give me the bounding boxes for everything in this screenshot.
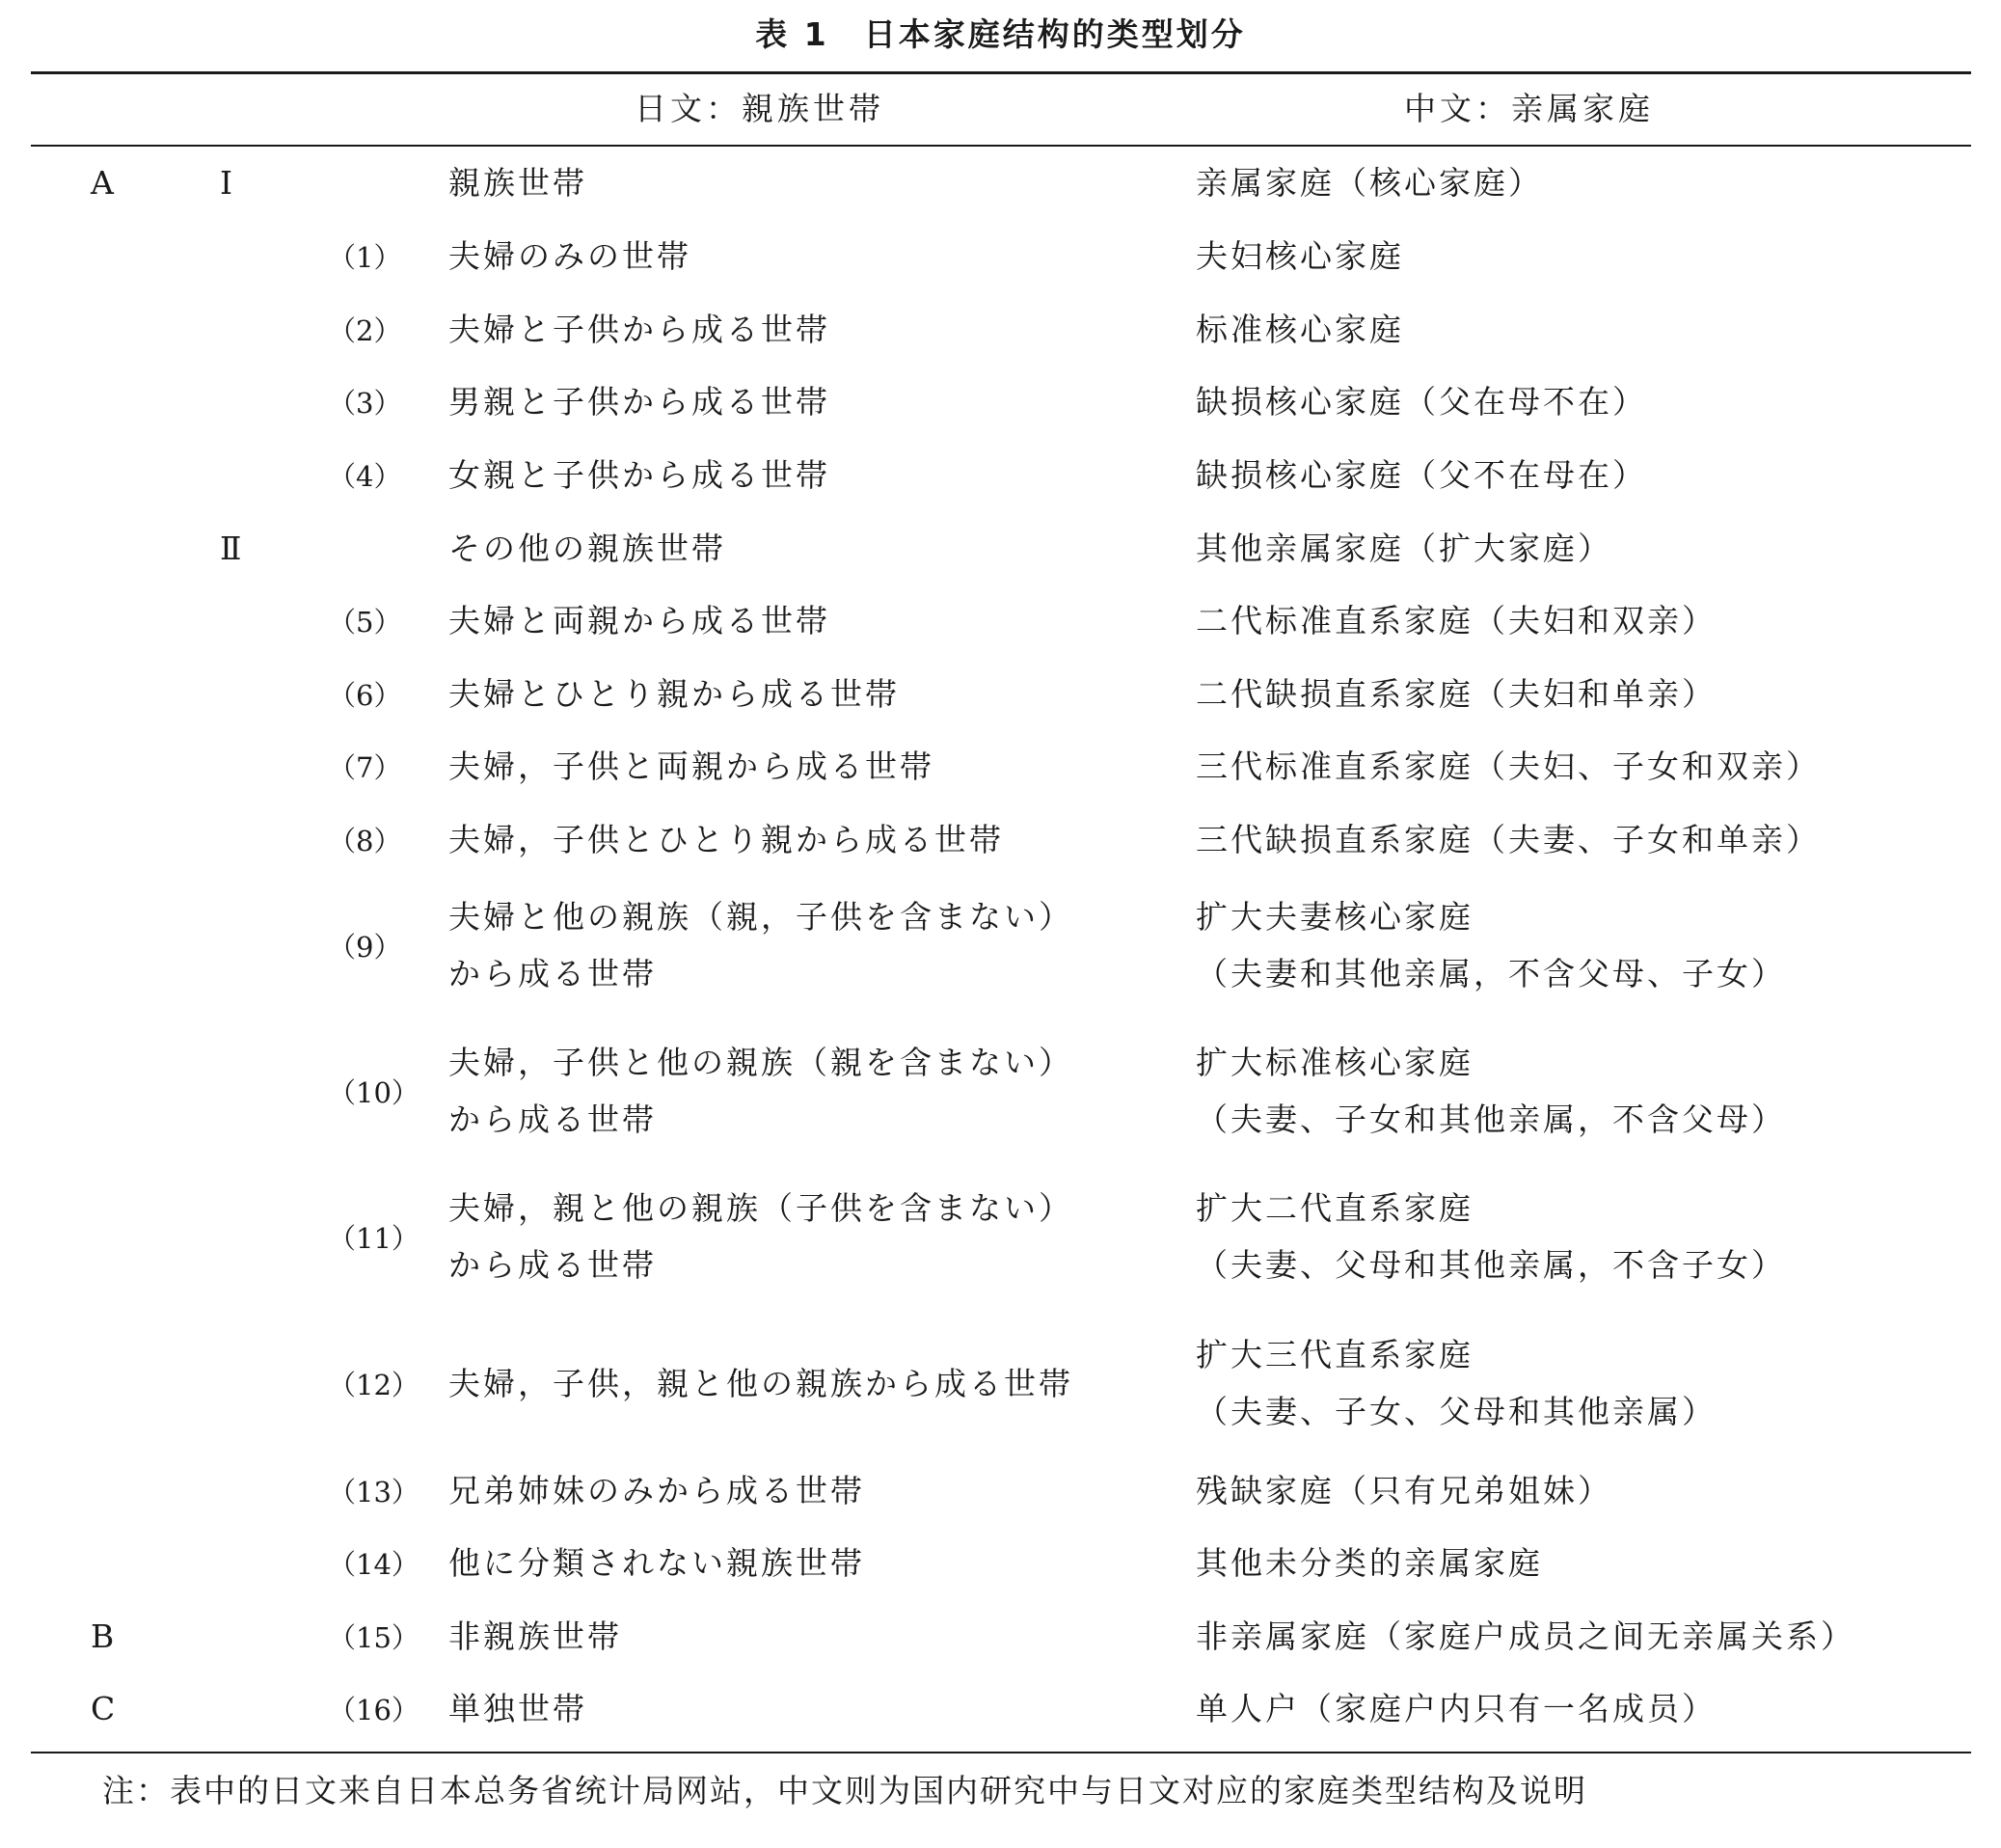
table-row bbox=[0, 374, 2001, 428]
japanese-cell: 夫婦，子供，親と他の親族から成る世帯 bbox=[448, 1364, 1073, 1402]
japanese-cell: 夫婦と他の親族（親，子供を含まない） から成る世帯 bbox=[448, 898, 1073, 992]
chinese-cell: 三代缺损直系家庭（夫妻、子女和单亲） bbox=[1196, 820, 1821, 858]
header-japanese: 日文：親族世帯 bbox=[635, 90, 884, 127]
chinese-cell: 三代标准直系家庭（夫妇、子女和双亲） bbox=[1196, 747, 1821, 785]
table-row bbox=[0, 302, 2001, 356]
japanese-cell: 女親と子供から成る世帯 bbox=[448, 455, 830, 494]
japanese-cell: 夫婦とひとり親から成る世帯 bbox=[448, 674, 900, 713]
number-cell: （13） bbox=[328, 1475, 419, 1508]
japanese-cell: 男親と子供から成る世帯 bbox=[448, 382, 830, 421]
japanese-cell: 夫婦，親と他の親族（子供を含まない） から成る世帯 bbox=[448, 1189, 1073, 1284]
chinese-cell: 标准核心家庭 bbox=[1196, 310, 1404, 348]
japanese-cell: 夫婦，子供と両親から成る世帯 bbox=[448, 747, 934, 785]
chinese-cell: 二代缺损直系家庭（夫妇和单亲） bbox=[1196, 674, 1717, 713]
table-row bbox=[0, 1034, 2001, 1148]
category-cell: A bbox=[91, 163, 114, 202]
japanese-cell: 親族世帯 bbox=[448, 163, 587, 202]
table-row bbox=[0, 812, 2001, 866]
table-title: 表 1 日本家庭结构的类型划分 bbox=[755, 15, 1246, 53]
japanese-cell: 単独世帯 bbox=[448, 1689, 587, 1727]
number-cell: （3） bbox=[328, 386, 402, 420]
number-cell: （5） bbox=[328, 605, 402, 639]
table-row bbox=[0, 1326, 2001, 1440]
category-cell: B bbox=[91, 1617, 115, 1655]
table-row bbox=[0, 521, 2001, 575]
table-row bbox=[0, 155, 2001, 209]
number-cell: （6） bbox=[328, 678, 402, 712]
subcategory-cell: Ⅰ bbox=[220, 163, 233, 202]
japanese-cell: 夫婦，子供とひとり親から成る世帯 bbox=[448, 820, 1004, 858]
japanese-cell: その他の親族世帯 bbox=[448, 529, 726, 567]
chinese-cell: 扩大二代直系家庭 （夫妻、父母和其他亲属，不含子女） bbox=[1196, 1189, 1786, 1284]
chinese-cell: 扩大夫妻核心家庭 （夫妻和其他亲属，不含父母、子女） bbox=[1196, 898, 1786, 992]
table-note: 注：表中的日文来自日本总务省统计局网站，中文则为国内研究中与日文对应的家庭类型结构及说明 bbox=[102, 1772, 1587, 1809]
chinese-cell: 其他未分类的亲属家庭 bbox=[1196, 1543, 1543, 1582]
number-cell: （7） bbox=[328, 750, 402, 784]
chinese-cell: 亲属家庭（核心家庭） bbox=[1196, 163, 1543, 202]
number-cell: （2） bbox=[328, 313, 402, 347]
table-row bbox=[0, 1609, 2001, 1663]
chinese-cell: 残缺家庭（只有兄弟姐妹） bbox=[1196, 1471, 1612, 1509]
number-cell: （10） bbox=[328, 1075, 419, 1109]
header-rule bbox=[31, 145, 1971, 147]
table-row bbox=[0, 888, 2001, 1002]
number-cell: （12） bbox=[328, 1368, 419, 1401]
table-row bbox=[0, 1180, 2001, 1293]
japanese-cell: 夫婦と子供から成る世帯 bbox=[448, 310, 830, 348]
japanese-cell: 他に分類されない親族世帯 bbox=[448, 1543, 865, 1582]
table-row bbox=[0, 739, 2001, 793]
chinese-cell: 其他亲属家庭（扩大家庭） bbox=[1196, 529, 1612, 567]
number-cell: （9） bbox=[328, 930, 402, 964]
japanese-cell: 夫婦，子供と他の親族（親を含まない） から成る世帯 bbox=[448, 1044, 1073, 1138]
chinese-cell: 缺损核心家庭（父在母不在） bbox=[1196, 382, 1647, 421]
chinese-cell: 单人户（家庭户内只有一名成员） bbox=[1196, 1689, 1717, 1727]
japanese-cell: 兄弟姉妹のみから成る世帯 bbox=[448, 1471, 865, 1509]
number-cell: （11） bbox=[328, 1221, 419, 1255]
subcategory-cell: Ⅱ bbox=[220, 529, 242, 567]
table-row bbox=[0, 1535, 2001, 1590]
top-rule bbox=[31, 71, 1971, 74]
number-cell: （15） bbox=[328, 1620, 419, 1654]
chinese-cell: 扩大三代直系家庭 （夫妻、子女、父母和其他亲属） bbox=[1196, 1336, 1717, 1430]
table-row bbox=[0, 593, 2001, 647]
table-row bbox=[0, 666, 2001, 720]
table-row bbox=[0, 448, 2001, 502]
japanese-cell: 夫婦と両親から成る世帯 bbox=[448, 601, 830, 639]
table-row bbox=[0, 1463, 2001, 1517]
chinese-cell: 扩大标准核心家庭 （夫妻、子女和其他亲属，不含父母） bbox=[1196, 1044, 1786, 1138]
number-cell: （1） bbox=[328, 240, 402, 274]
table-row bbox=[0, 229, 2001, 283]
japanese-cell: 夫婦のみの世帯 bbox=[448, 236, 691, 275]
bottom-rule bbox=[31, 1752, 1971, 1753]
number-cell: （8） bbox=[328, 824, 402, 857]
number-cell: （14） bbox=[328, 1547, 419, 1581]
table-row bbox=[0, 1681, 2001, 1735]
chinese-cell: 非亲属家庭（家庭户成员之间无亲属关系） bbox=[1196, 1617, 1855, 1655]
chinese-cell: 二代标准直系家庭（夫妇和双亲） bbox=[1196, 601, 1717, 639]
number-cell: （4） bbox=[328, 459, 402, 493]
japanese-cell: 非親族世帯 bbox=[448, 1617, 622, 1655]
header-chinese: 中文：亲属家庭 bbox=[1404, 90, 1654, 127]
category-cell: C bbox=[91, 1689, 116, 1727]
number-cell: （16） bbox=[328, 1693, 419, 1726]
chinese-cell: 夫妇核心家庭 bbox=[1196, 236, 1404, 275]
chinese-cell: 缺损核心家庭（父不在母在） bbox=[1196, 455, 1647, 494]
